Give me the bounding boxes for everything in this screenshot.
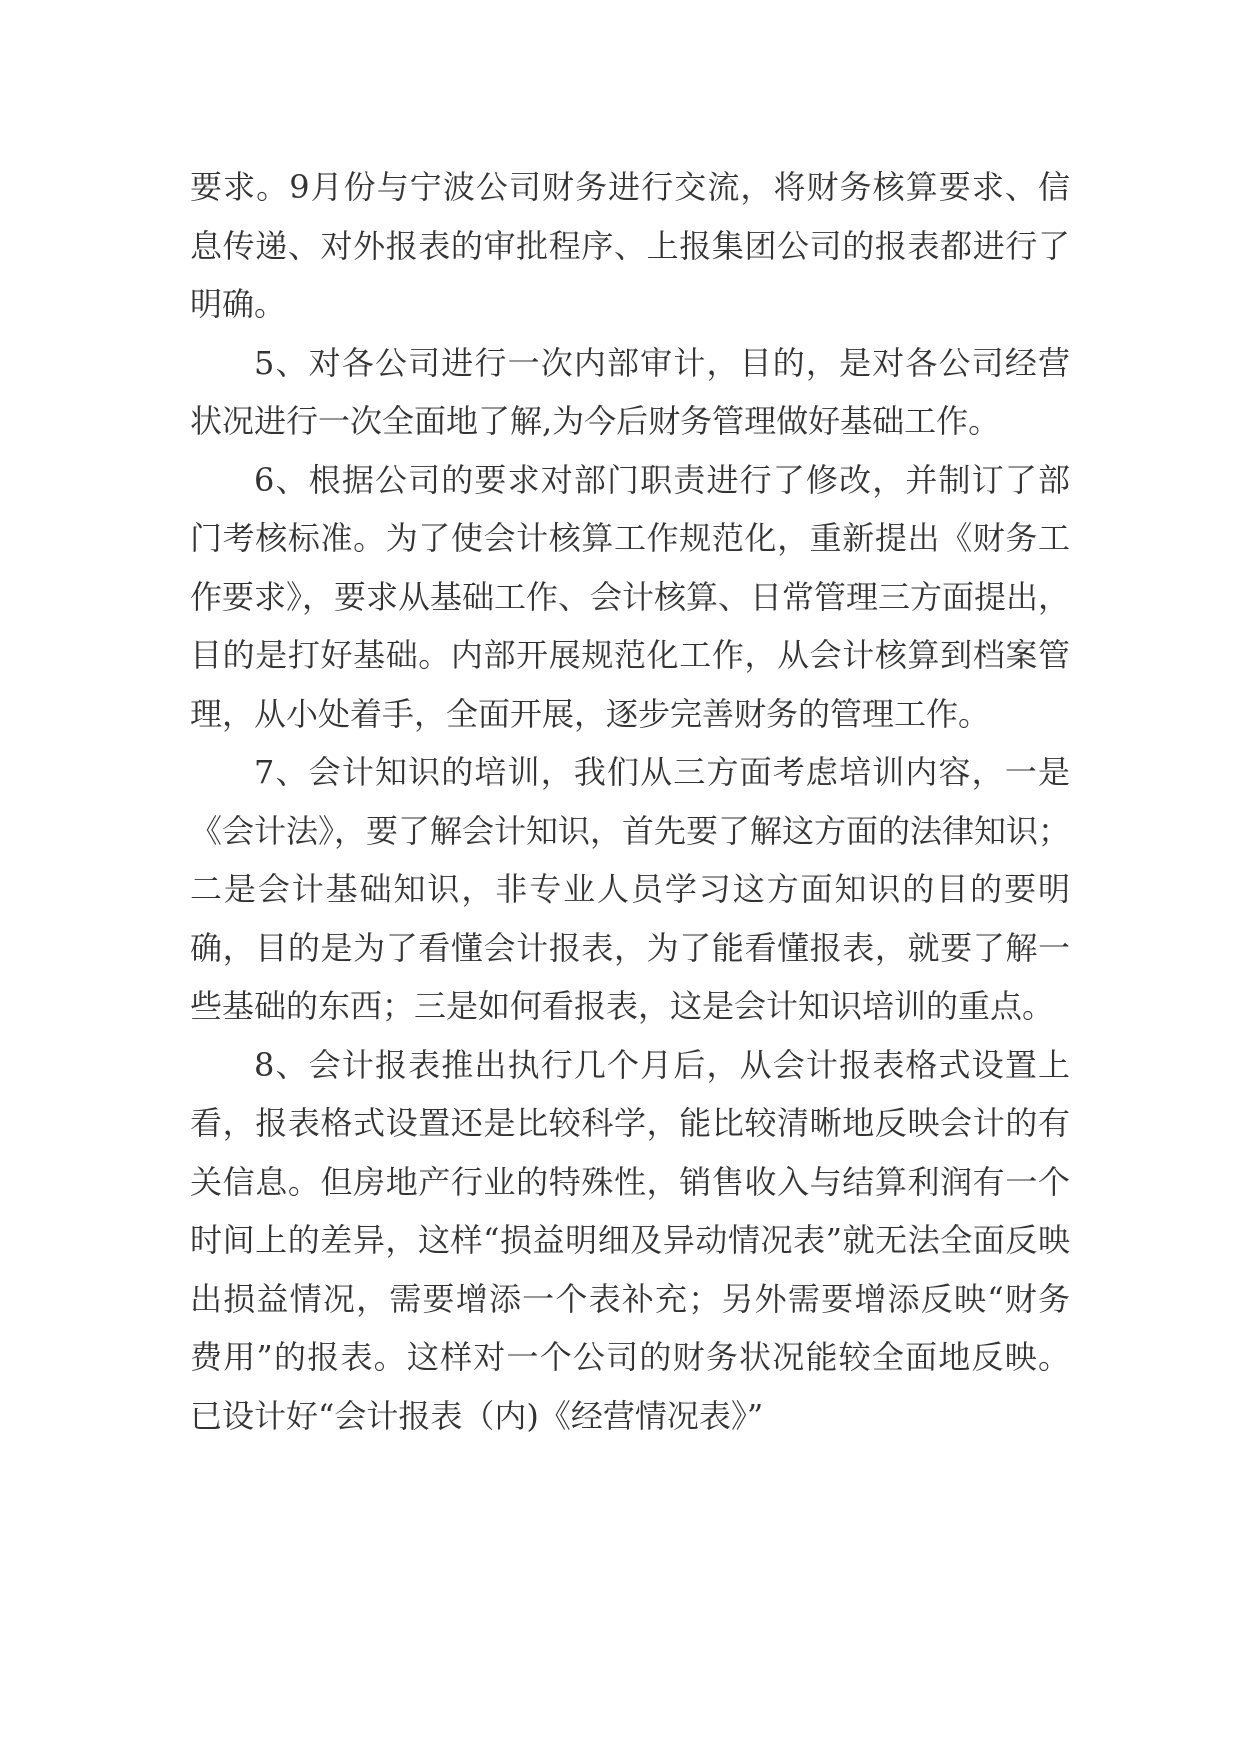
paragraph-item-5: 5、对各公司进行一次内部审计，目的，是对各公司经营状况进行一次全面地了解,为今后财务管理做好基础工作。 [190, 343, 1070, 440]
paragraph-continuation: 要求。9月份与宁波公司财务进行交流，将财务核算要求、信息传递、对外报表的审批程序、上报集团公司的报表都进行了明确。 [190, 168, 1070, 323]
paragraph-item-6: 6、根据公司的要求对部门职责进行了修改，并制订了部门考核标准。为了使会计核算工作规范化，重新提出《财务工作要求》，要求从基础工作、会计核算、日常管理三方面提出，目的是打好基础。内部开展规范化工作，从会计核算到档案管理，从小处着手，全面开展，逐步完善财务的管理工作。 [190, 460, 1071, 733]
paragraph-item-7: 7、会计知识的培训，我们从三方面考虑培训内容，一是《会计法》，要了解会计知识，首先要了解这方面的法律知识；二是会计基础知识，非专业人员学习这方面知识的目的要明确，目的是为了看懂会计报表，为了能看懂报表，就要了解一些基础的东西；三是如何看报表，这是会计知识培训的重点。 [190, 753, 1071, 1025]
paragraph-item-8: 8、会计报表推出执行几个月后，从会计报表格式设置上看，报表格式设置还是比较科学，能比较清晰地反映会计的有关信息。但房地产行业的特殊性，销售收入与结算利润有一个时间上的差异，这样“损益明细及异动情况表”就无法全面反映出损益情况，需要增添一个表补充；另外需要增添反映“财务费用”的报表。这样对一个公司的财务状况能较全面地反映。已设计好“会计报表（内)《经营情况表》” [190, 1045, 1070, 1435]
document-body [190, 158, 1070, 1445]
